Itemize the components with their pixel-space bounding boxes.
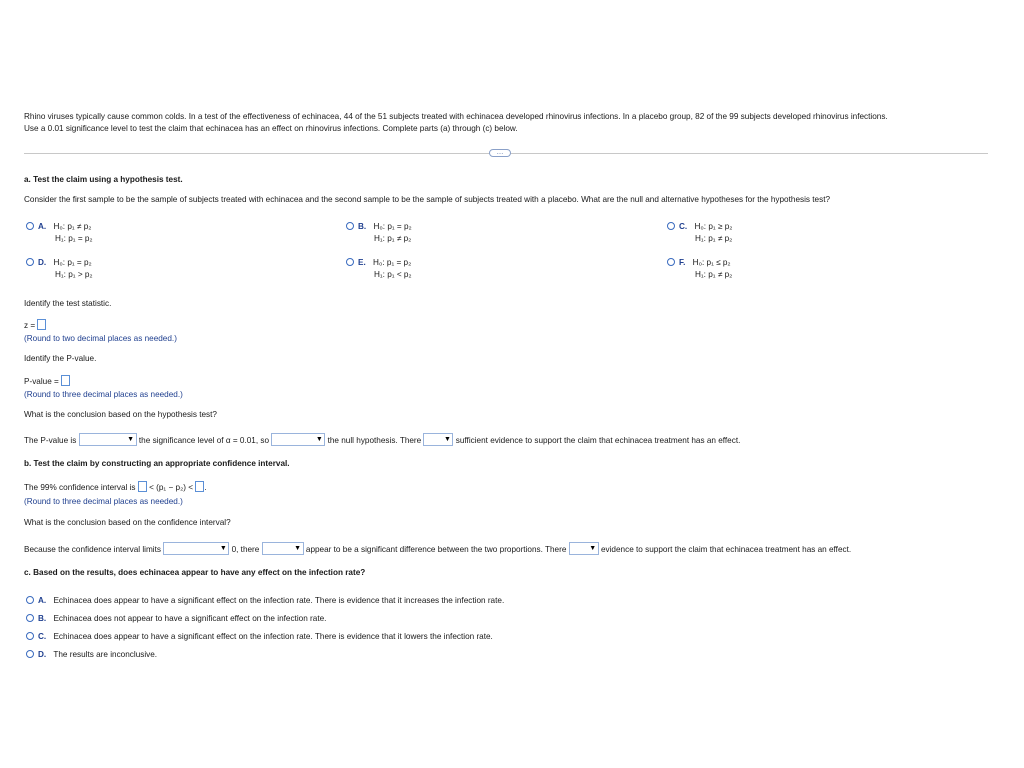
radio-b[interactable]: [346, 222, 354, 230]
chevron-down-icon: ▼: [444, 436, 451, 443]
null-hypothesis-dropdown[interactable]: [271, 433, 325, 446]
conclusion-question-a: What is the conclusion based on the hypothesis test?: [24, 410, 217, 419]
problem-line-2: Use a 0.01 significance level to test the claim that echinacea has an effect on rhinovirus infections. Complete parts (a) through (c) below.: [24, 124, 518, 133]
chevron-down-icon: ▼: [294, 545, 302, 552]
part-a-question: Consider the first sample to be the sample of subjects treated with echinacea and the second sample to be the sample of subjects treated with a placebo. What are the null and alternative hypotheses for the hypothesis test?: [24, 195, 831, 204]
option-d-h0: H₀: p₁ = p₂: [53, 258, 92, 267]
radio-f[interactable]: [667, 258, 675, 266]
option-e-h1: H₁: p₁ < p₂: [374, 270, 412, 279]
problem-line-1: Rhino viruses typically cause common colds. In a test of the effectiveness of echinacea, 44 of the 51 subjects treated with echinacea developed rhinovirus infections. In a placebo group, 82 of the 99 subjects developed rhinovirus infections.: [24, 112, 888, 121]
option-c-h1: H₁: p₁ ≠ p₂: [695, 234, 733, 243]
option-a-h1: H₁: p₁ = p₂: [55, 234, 93, 243]
identify-p-value: Identify the P-value.: [24, 354, 97, 363]
ci-limits-dropdown[interactable]: [163, 542, 229, 555]
option-f-h0: H₀: p₁ ≤ p₂: [692, 258, 731, 267]
ci-parameter: (p₁ − p₂): [156, 483, 186, 492]
p-row: [24, 375, 70, 386]
option-b-h1: H₁: p₁ ≠ p₂: [374, 234, 412, 243]
option-c-h0: H₀: p₁ ≥ p₂: [694, 222, 733, 231]
identify-test-statistic: Identify the test statistic.: [24, 299, 112, 308]
part-b-heading: b. Test the claim by constructing an appropriate confidence interval.: [24, 459, 290, 468]
part-c-heading: c. Based on the results, does echinacea appear to have any effect on the infection rate?: [24, 568, 366, 577]
option-d-h1: H₁: p₁ > p₂: [55, 270, 93, 279]
conclusion-sentence-b: Because the confidence interval limits ▼ 0, there ▼ appear to be a significant difference between the two proportions. There ▼ evidence to support the claim that echinacea treatment has an effect.: [24, 542, 851, 555]
option-a[interactable]: A. H₀: p₁ ≠ p₂: [26, 221, 91, 232]
pvalue-compare-dropdown[interactable]: [79, 433, 137, 446]
radio-e[interactable]: [346, 258, 354, 266]
option-e[interactable]: E. H₀: p₁ = p₂: [346, 257, 411, 268]
z-hint: (Round to two decimal places as needed.): [24, 334, 177, 343]
radio-c[interactable]: [667, 222, 675, 230]
difference-dropdown[interactable]: [262, 542, 304, 555]
option-b-h0: H₀: p₁ = p₂: [373, 222, 412, 231]
evidence-dropdown-b[interactable]: [569, 542, 599, 555]
option-b[interactable]: B. H₀: p₁ = p₂: [346, 221, 412, 232]
conclusion-question-b: What is the conclusion based on the confidence interval?: [24, 518, 231, 527]
option-d[interactable]: D. H₀: p₁ = p₂: [26, 257, 92, 268]
p-value-hint: (Round to three decimal places as needed.): [24, 390, 183, 399]
radio-c-c[interactable]: [26, 632, 34, 640]
chevron-down-icon: ▼: [315, 436, 323, 443]
evidence-dropdown-a[interactable]: [423, 433, 453, 446]
z-row: [24, 319, 46, 330]
radio-c-d[interactable]: [26, 650, 34, 658]
part-a-heading: a. Test the claim using a hypothesis test.: [24, 175, 183, 184]
ci-hint: (Round to three decimal places as needed.): [24, 497, 183, 506]
part-c-option-b[interactable]: B. Echinacea does not appear to have a significant effect on the infection rate.: [26, 614, 326, 623]
conclusion-sentence-a: The P-value is ▼ the significance level of α = 0.01, so ▼ the null hypothesis. There ▼ sufficient evidence to support the claim that echinacea treatment has an effect.: [24, 433, 740, 446]
ci-upper-input[interactable]: [195, 481, 204, 492]
radio-a[interactable]: [26, 222, 34, 230]
option-e-h0: H₀: p₁ = p₂: [373, 258, 412, 267]
more-button[interactable]: …: [489, 149, 511, 157]
option-a-h0: H₀: p₁ ≠ p₂: [53, 222, 92, 231]
option-f[interactable]: F. H₀: p₁ ≤ p₂: [667, 257, 731, 268]
radio-d[interactable]: [26, 258, 34, 266]
radio-c-b[interactable]: [26, 614, 34, 622]
part-c-option-a[interactable]: A. Echinacea does appear to have a significant effect on the infection rate. There is evidence that it increases the infection rate.: [26, 596, 504, 605]
chevron-down-icon: ▼: [589, 545, 597, 552]
z-label: z =: [24, 321, 36, 330]
part-c-option-c[interactable]: C. Echinacea does appear to have a significant effect on the infection rate. There is evidence that it lowers the infection rate.: [26, 632, 493, 641]
z-input[interactable]: [37, 319, 46, 330]
chevron-down-icon: ▼: [127, 436, 135, 443]
ci-row: The 99% confidence interval is < (p₁ − p₂) < .: [24, 483, 207, 492]
part-c-option-d[interactable]: D. The results are inconclusive.: [26, 650, 157, 659]
option-c[interactable]: C. H₀: p₁ ≥ p₂: [667, 221, 732, 232]
p-value-input[interactable]: [61, 375, 70, 386]
ci-lower-input[interactable]: [138, 481, 147, 492]
option-f-h1: H₁: p₁ ≠ p₂: [695, 270, 733, 279]
chevron-down-icon: ▼: [219, 545, 227, 552]
radio-c-a[interactable]: [26, 596, 34, 604]
p-value-label: P-value =: [24, 377, 59, 386]
